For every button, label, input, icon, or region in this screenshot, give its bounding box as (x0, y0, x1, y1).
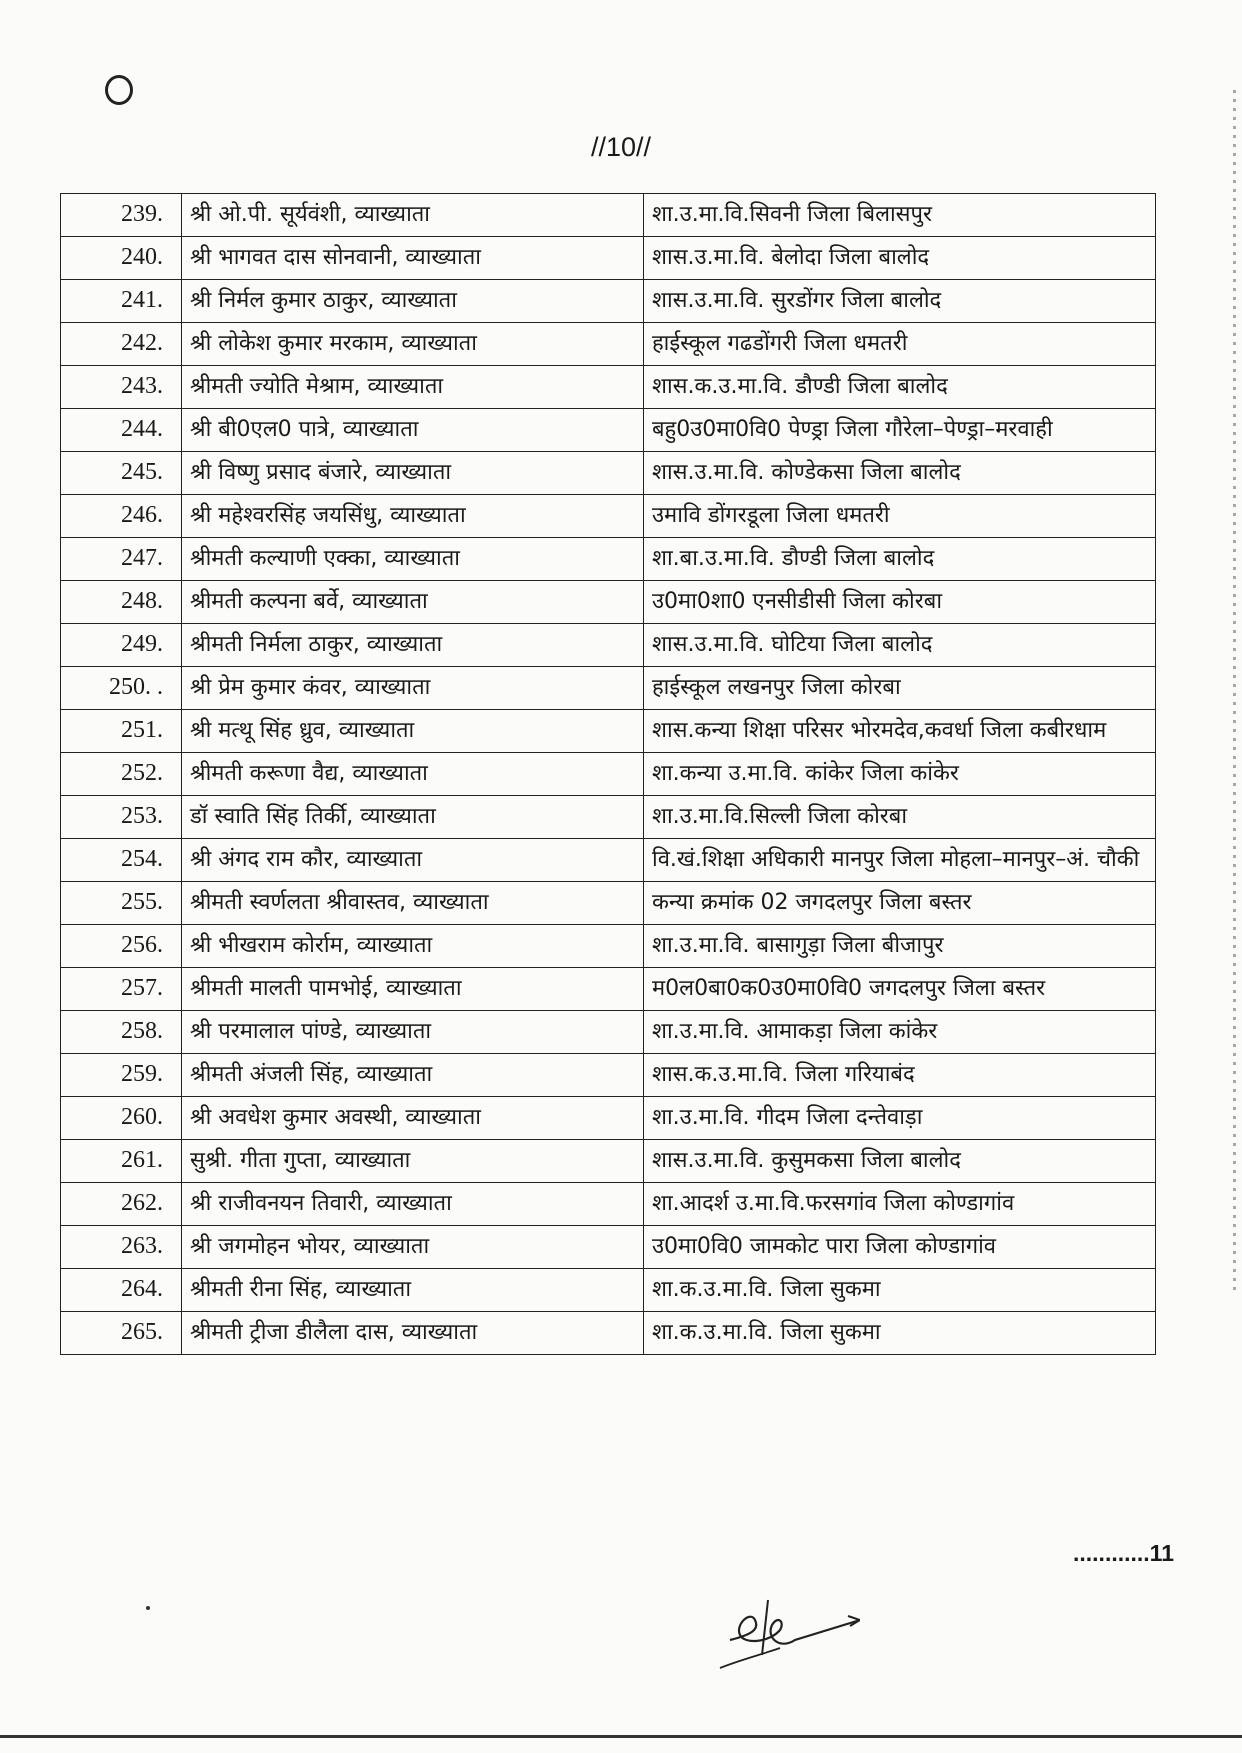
name-cell: श्री भीखराम कोर्राम, व्याख्याता (182, 925, 644, 968)
posting-cell: शा.क.उ.मा.वि. जिला सुकमा (644, 1269, 1156, 1312)
name-cell: श्री प्रेम कुमार कंवर, व्याख्याता (182, 667, 644, 710)
name-cell: श्री निर्मल कुमार ठाकुर, व्याख्याता (182, 280, 644, 323)
name-cell: श्रीमती कल्पना बर्वे, व्याख्याता (182, 581, 644, 624)
name-cell: श्रीमती ज्योति मेश्राम, व्याख्याता (182, 366, 644, 409)
serial-number-cell: 258. (61, 1011, 182, 1054)
table-row (61, 839, 1156, 882)
posting-cell: बहु0उ0मा0वि0 पेण्ड्रा जिला गौरेला–पेण्ड्रा–मरवाही (644, 409, 1156, 452)
posting-cell: शा.उ.मा.वि. गीदम जिला दन्तेवाड़ा (644, 1097, 1156, 1140)
name-cell: श्रीमती अंजली सिंह, व्याख्याता (182, 1054, 644, 1097)
serial-number-cell: 246. (61, 495, 182, 538)
posting-cell: शास.उ.मा.वि. कोण्डेकसा जिला बालोद (644, 452, 1156, 495)
table-row (61, 925, 1156, 968)
serial-number-cell: 259. (61, 1054, 182, 1097)
posting-cell: हाईस्कूल लखनपुर जिला कोरबा (644, 667, 1156, 710)
table-row (61, 1054, 1156, 1097)
posting-cell: शास.उ.मा.वि. घोटिया जिला बालोद (644, 624, 1156, 667)
table-row (61, 882, 1156, 925)
serial-number-cell: 265. (61, 1312, 182, 1355)
posting-cell: शास.उ.मा.वि. सुरडोंगर जिला बालोद (644, 280, 1156, 323)
serial-number-cell: 243. (61, 366, 182, 409)
posting-cell: शा.कन्या उ.मा.वि. कांकेर जिला कांकेर (644, 753, 1156, 796)
name-cell: श्रीमती ट्रीजा डीलैला दास, व्याख्याता (182, 1312, 644, 1355)
serial-number-cell: 247. (61, 538, 182, 581)
table-row (61, 624, 1156, 667)
name-cell: श्री विष्णु प्रसाद बंजारे, व्याख्याता (182, 452, 644, 495)
name-cell: श्री मत्थू सिंह ध्रुव, व्याख्याता (182, 710, 644, 753)
name-cell: श्री लोकेश कुमार मरकाम, व्याख्याता (182, 323, 644, 366)
table-row (61, 1226, 1156, 1269)
table-row (61, 538, 1156, 581)
table-row (61, 1140, 1156, 1183)
serial-number-cell: 254. (61, 839, 182, 882)
serial-number-cell: 260. (61, 1097, 182, 1140)
posting-cell: शा.उ.मा.वि.सिल्ली जिला कोरबा (644, 796, 1156, 839)
posting-cell: शा.क.उ.मा.वि. जिला सुकमा (644, 1312, 1156, 1355)
table-row (61, 796, 1156, 839)
serial-number-cell: 262. (61, 1183, 182, 1226)
circle-mark (105, 75, 133, 105)
posting-cell: उ0मा0शा0 एनसीडीसी जिला कोरबा (644, 581, 1156, 624)
table-row (61, 667, 1156, 710)
name-cell: श्री परमालाल पांण्डे, व्याख्याता (182, 1011, 644, 1054)
table-row (61, 323, 1156, 366)
table-row (61, 1312, 1156, 1355)
posting-cell: शा.बा.उ.मा.वि. डौण्डी जिला बालोद (644, 538, 1156, 581)
name-cell: श्री जगमोहन भोयर, व्याख्याता (182, 1226, 644, 1269)
name-cell: डॉ स्वाति सिंह तिर्की, व्याख्याता (182, 796, 644, 839)
name-cell: सुश्री. गीता गुप्ता, व्याख्याता (182, 1140, 644, 1183)
name-cell: श्री भागवत दास सोनवानी, व्याख्याता (182, 237, 644, 280)
bottom-rule (0, 1735, 1242, 1738)
posting-cell: शास.कन्या शिक्षा परिसर भोरमदेव,कवर्धा जिला कबीरधाम (644, 710, 1156, 753)
serial-number-cell: 248. (61, 581, 182, 624)
posting-cell: कन्या क्रमांक 02 जगदलपुर जिला बस्तर (644, 882, 1156, 925)
page-number: //10// (590, 132, 652, 162)
serial-number-cell: 261. (61, 1140, 182, 1183)
posting-cell: शास.क.उ.मा.वि. डौण्डी जिला बालोद (644, 366, 1156, 409)
serial-number-cell: 239. (61, 194, 182, 237)
serial-number-cell: 251. (61, 710, 182, 753)
table-row (61, 968, 1156, 1011)
name-cell: श्री अंगद राम कौर, व्याख्याता (182, 839, 644, 882)
transfer-list-table (60, 193, 1156, 1355)
posting-cell: शा.उ.मा.वि.सिवनी जिला बिलासपुर (644, 194, 1156, 237)
serial-number-cell: 264. (61, 1269, 182, 1312)
posting-cell: म0ल0बा0क0उ0मा0वि0 जगदलपुर जिला बस्तर (644, 968, 1156, 1011)
posting-cell: शास.उ.मा.वि. कुसुमकसा जिला बालोद (644, 1140, 1156, 1183)
table-row (61, 495, 1156, 538)
table-row (61, 452, 1156, 495)
table-row (61, 1011, 1156, 1054)
page-edge-scan-mark (1233, 90, 1236, 1290)
stray-dot (146, 1606, 150, 1610)
posting-cell: शास.उ.मा.वि. बेलोदा जिला बालोद (644, 237, 1156, 280)
table-row (61, 710, 1156, 753)
serial-number-cell: 249. (61, 624, 182, 667)
table-row (61, 1097, 1156, 1140)
table-row (61, 581, 1156, 624)
name-cell: श्रीमती रीना सिंह, व्याख्याता (182, 1269, 644, 1312)
serial-number-cell: 253. (61, 796, 182, 839)
serial-number-cell: 241. (61, 280, 182, 323)
name-cell: श्रीमती कल्याणी एक्का, व्याख्याता (182, 538, 644, 581)
posting-cell: शा.आदर्श उ.मा.वि.फरसगांव जिला कोण्डागांव (644, 1183, 1156, 1226)
posting-cell: उमावि डोंगरडूला जिला धमतरी (644, 495, 1156, 538)
table-body (61, 194, 1156, 1355)
serial-number-cell: 252. (61, 753, 182, 796)
name-cell: श्रीमती निर्मला ठाकुर, व्याख्याता (182, 624, 644, 667)
table-row (61, 409, 1156, 452)
table-row (61, 753, 1156, 796)
serial-number-cell: 255. (61, 882, 182, 925)
name-cell: श्री महेश्वरसिंह जयसिंधु, व्याख्याता (182, 495, 644, 538)
posting-cell: शा.उ.मा.वि. आमाकड़ा जिला कांकेर (644, 1011, 1156, 1054)
name-cell: श्री अवधेश कुमार अवस्थी, व्याख्याता (182, 1097, 644, 1140)
signature-icon (700, 1580, 860, 1680)
posting-cell: शास.क.उ.मा.वि. जिला गरियाबंद (644, 1054, 1156, 1097)
continuation-marker: ............11 (1073, 1540, 1174, 1566)
serial-number-cell: 256. (61, 925, 182, 968)
posting-cell: हाईस्कूल गढडोंगरी जिला धमतरी (644, 323, 1156, 366)
serial-number-cell: 250. . (61, 667, 182, 710)
table-row (61, 280, 1156, 323)
name-cell: श्री ओ.पी. सूर्यवंशी, व्याख्याता (182, 194, 644, 237)
serial-number-cell: 263. (61, 1226, 182, 1269)
name-cell: श्रीमती मालती पामभोई, व्याख्याता (182, 968, 644, 1011)
serial-number-cell: 242. (61, 323, 182, 366)
table-row (61, 1183, 1156, 1226)
serial-number-cell: 245. (61, 452, 182, 495)
table-row (61, 366, 1156, 409)
posting-cell: शा.उ.मा.वि. बासागुड़ा जिला बीजापुर (644, 925, 1156, 968)
serial-number-cell: 244. (61, 409, 182, 452)
serial-number-cell: 257. (61, 968, 182, 1011)
name-cell: श्री बी0एल0 पात्रे, व्याख्याता (182, 409, 644, 452)
name-cell: श्रीमती करूणा वैद्य, व्याख्याता (182, 753, 644, 796)
name-cell: श्री राजीवनयन तिवारी, व्याख्याता (182, 1183, 644, 1226)
table-row (61, 194, 1156, 237)
table-row (61, 1269, 1156, 1312)
table-row (61, 237, 1156, 280)
posting-cell: वि.खं.शिक्षा अधिकारी मानपुर जिला मोहला–मानपुर–अं. चौकी (644, 839, 1156, 882)
serial-number-cell: 240. (61, 237, 182, 280)
name-cell: श्रीमती स्वर्णलता श्रीवास्तव, व्याख्याता (182, 882, 644, 925)
posting-cell: उ0मा0वि0 जामकोट पारा जिला कोण्डागांव (644, 1226, 1156, 1269)
